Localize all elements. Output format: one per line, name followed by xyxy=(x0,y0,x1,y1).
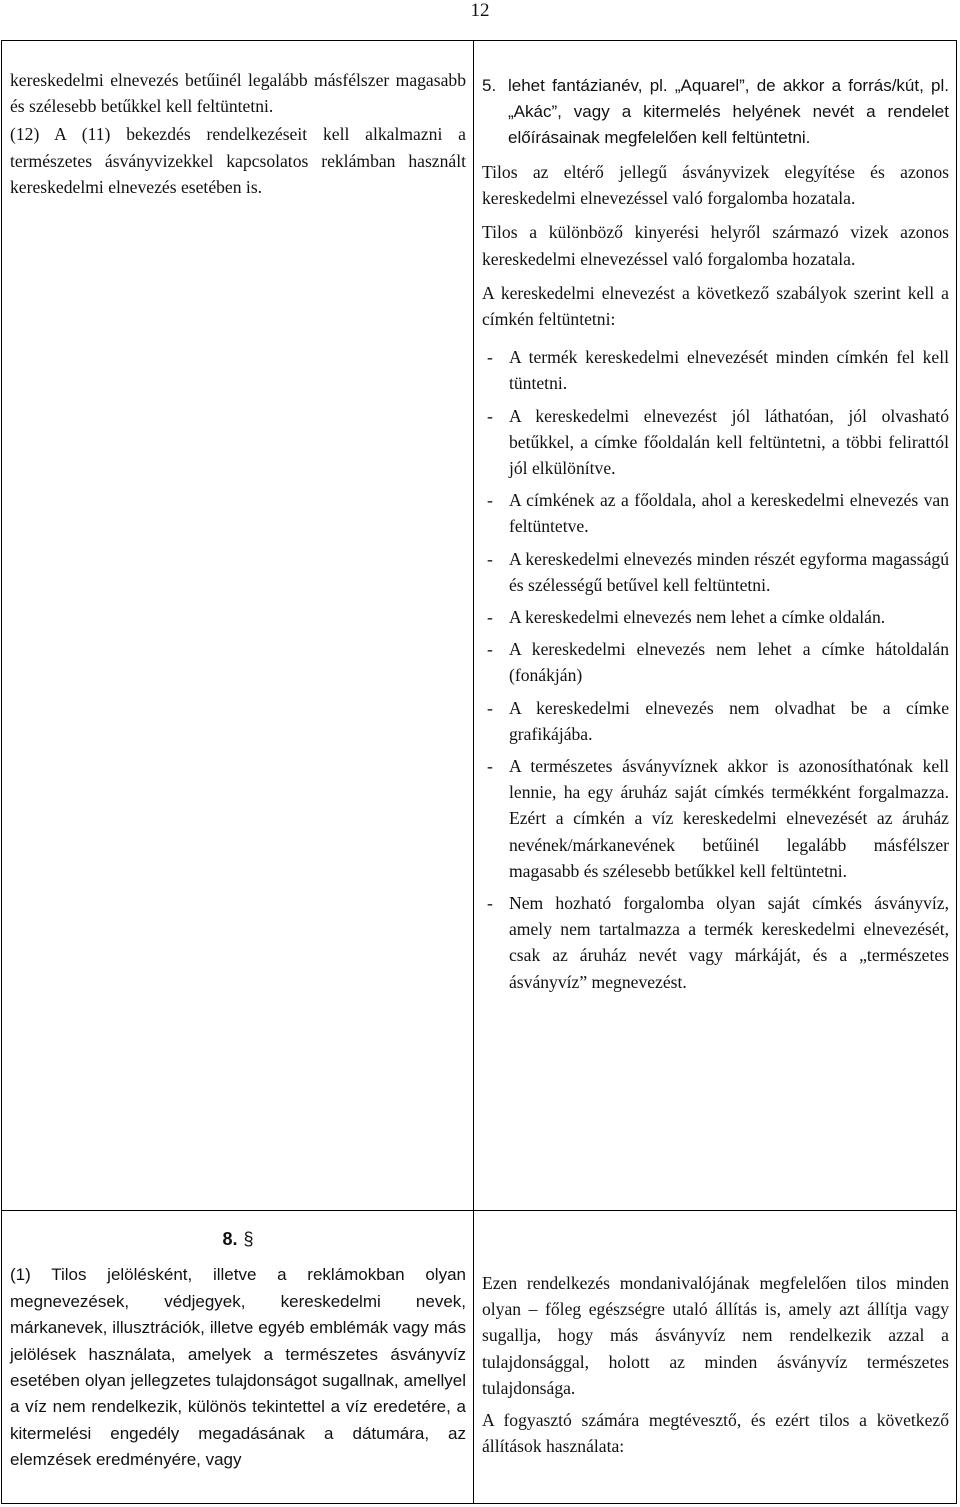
list-dash: - xyxy=(487,607,493,628)
right-bottom-cell xyxy=(482,1270,949,1459)
list-dash: - xyxy=(487,639,493,660)
list-dash: - xyxy=(487,405,493,426)
list-dash: - xyxy=(487,697,493,718)
list-item xyxy=(487,753,949,884)
list-item-text: A kereskedelmi elnevezés nem lehet a címke oldalán. xyxy=(509,607,886,628)
left-bottom-cell xyxy=(10,1226,466,1474)
list-item xyxy=(487,403,949,482)
right-top-paragraph-3: A kereskedelmi elnevezést a következő szabályok szerint kell a címkén feltüntetni: xyxy=(482,282,949,330)
section-heading xyxy=(10,1226,466,1252)
list-item xyxy=(487,890,949,995)
left-top-paragraph-2: (12) A (11) bekezdés rendelkezéseit kell alkalmazni a természetes ásványvizekkel kapcsolatos reklámban használt kereskedelmi elnevezés esetében is. xyxy=(10,124,466,197)
list-item xyxy=(487,344,949,396)
column-divider xyxy=(473,40,474,1504)
right-bottom-paragraph-2: A fogyasztó számára megtévesztő, és ezért tilos a következő állítások használata: xyxy=(482,1410,949,1457)
list-dash: - xyxy=(487,347,493,368)
right-top-paragraph-1: Tilos az eltérő jellegű ásványvizek elegyítése és azonos kereskedelmi elnevezéssel való forgalomba hozatala. xyxy=(482,162,949,209)
left-top-cell xyxy=(10,67,466,200)
list-item-text: A természetes ásványvíznek akkor is azonosíthatónak kell lennie, ha egy áruház saját címkés termékként forgalmazza. Ezért a címkén a víz kereskedelmi elnevezését az áruház nevének/márkanevének betűinél legalább másfélszer magasabb és szélesebb betűkkel kell feltüntetni. xyxy=(509,756,949,881)
list-item-text: A kereskedelmi elnevezés nem lehet a címke hátoldalán (fonákján) xyxy=(509,639,949,686)
right-top-paragraph-2: Tilos a különböző kinyerési helyről származó vizek azonos kereskedelmi elnevezéssel való forgalomba hozatala. xyxy=(482,222,949,269)
row-divider xyxy=(1,1210,957,1211)
list-dash: - xyxy=(487,756,493,777)
list-item xyxy=(487,695,949,747)
list-item xyxy=(487,636,949,688)
rules-list xyxy=(482,344,949,995)
list-dash: - xyxy=(487,548,493,569)
list-dash: - xyxy=(487,490,493,511)
list-item xyxy=(487,546,949,598)
list-dash: - xyxy=(487,893,493,914)
right-bottom-paragraph-1: Ezen rendelkezés mondanivalójának megfelelően tilos minden olyan – főleg egészségre utaló állítás is, amely azt állítja vagy sugallja, hogy más ásványvíz nem rendelkezik azzal a tulajdonsággal, holott az minden ásványvíz természetes tulajdonsága. xyxy=(482,1273,949,1398)
list-item-text: A termék kereskedelmi elnevezését minden címkén fel kell tüntetni. xyxy=(509,347,949,394)
section-mark: § xyxy=(243,1229,254,1249)
left-top-paragraph-1: kereskedelmi elnevezés betűinél legalább másfélszer magasabb és szélesebb betűkkel kell feltüntetni. xyxy=(10,70,466,117)
right-top-cell xyxy=(482,73,949,1001)
list-item xyxy=(487,487,949,539)
list-item-text: A címkének az a főoldala, ahol a kereskedelmi elnevezés van feltüntetve. xyxy=(509,490,949,537)
item-5 xyxy=(482,73,949,151)
page-number: 12 xyxy=(470,0,490,21)
section-number: 8. xyxy=(222,1229,238,1249)
list-item-text: A kereskedelmi elnevezést jól láthatóan, jól olvasható betűkkel, a címke főoldalán kell feltüntetni, a többi felirattól jól elkülönítve. xyxy=(509,405,949,479)
list-item-text: A kereskedelmi elnevezés minden részét egyforma magasságú és szélességű betűvel kell feltüntetni. xyxy=(509,548,949,595)
left-bottom-paragraph-1: (1) Tilos jelölésként, illetve a reklámokban olyan megnevezések, védjegyek, kereskedelmi nevek, márkanevek, illusztrációk, illetve egyéb emblémák vagy más jelölések használata, amelyek a természetes ásványvíz esetében olyan jellegzetes tulajdonságot sugallnak, amellyel a víz nem rendelkezik, különös tekintettel a víz eredetére, a kitermelési engedély megadásának a dátumára, az elemzések eredményére, vagy xyxy=(10,1265,466,1470)
item-5-number: 5. xyxy=(482,76,497,95)
item-5-text: lehet fantázianév, pl. „Aquarel”, de akkor a forrás/kút, pl. „Akác”, vagy a kitermelés helyének nevét a rendelet előírásainak megfelelően kell feltüntetni. xyxy=(508,76,949,147)
list-item-text: Nem hozható forgalomba olyan saját címkés ásványvíz, amely nem tartalmazza a termék kereskedelmi elnevezését, csak az áruház nevét vagy márkáját, és a „természetes ásványvíz” megnevezést. xyxy=(509,893,949,992)
list-item xyxy=(487,604,949,630)
list-item-text: A kereskedelmi elnevezés nem olvadhat be a címke grafikájába. xyxy=(509,697,949,744)
